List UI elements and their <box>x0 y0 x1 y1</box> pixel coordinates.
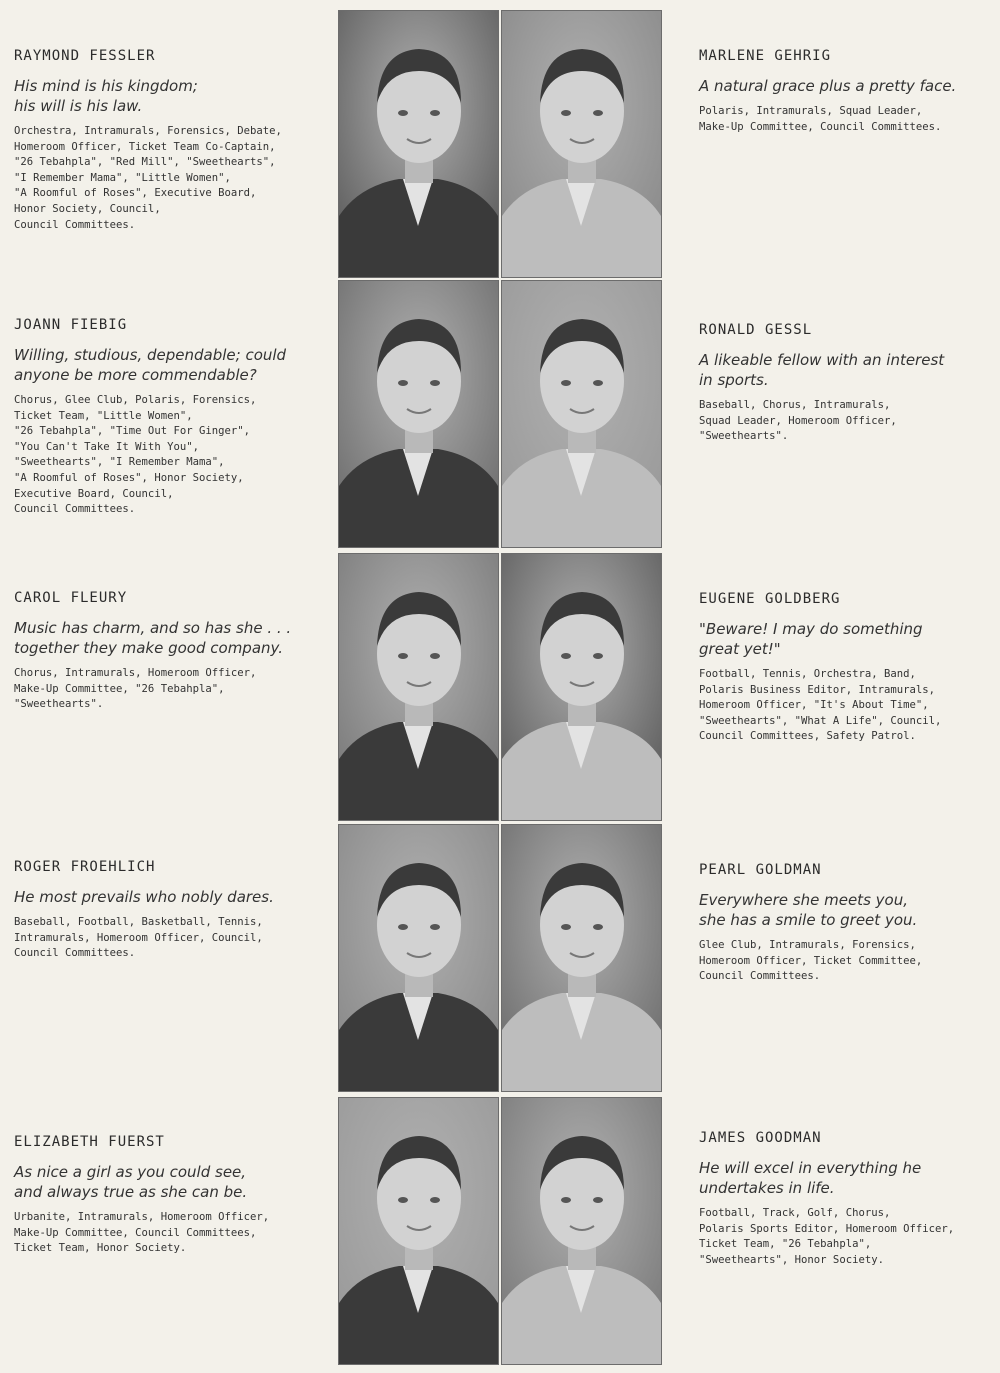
quote-line: "Beware! I may do something <box>699 620 923 638</box>
student-quote <box>14 1162 324 1202</box>
senior-entry <box>699 1130 989 1268</box>
student-quote <box>14 345 324 385</box>
activity-line: Ticket Team, "Little Women", <box>14 409 193 422</box>
activity-line: "26 Tebahpla", "Red Mill", "Sweethearts", <box>14 156 276 169</box>
quote-line: A likeable fellow with an interest <box>699 351 945 369</box>
activity-line: "Sweethearts", "What A Life", Council, <box>699 714 942 727</box>
portrait-photo <box>501 10 662 278</box>
portrait-photo <box>338 10 499 278</box>
activity-line: Executive Board, Council, <box>14 487 174 500</box>
activity-line: Polaris, Intramurals, Squad Leader, <box>699 105 923 117</box>
quote-line: undertakes in life. <box>699 1179 835 1197</box>
student-activities <box>14 124 324 233</box>
portrait-photo <box>338 1097 499 1365</box>
quote-line: His mind is his kingdom; <box>14 77 198 95</box>
senior-entry <box>699 862 989 985</box>
student-activities <box>14 1210 324 1257</box>
activity-line: Baseball, Football, Basketball, Tennis, <box>14 916 263 928</box>
senior-entry <box>699 322 989 445</box>
activity-line: Ticket Team, Honor Society. <box>14 1242 187 1255</box>
student-quote <box>699 1158 989 1198</box>
student-quote <box>14 76 324 116</box>
quote-line: Willing, studious, dependable; could <box>14 346 287 364</box>
activity-line: "A Roomful of Roses", Executive Board, <box>14 187 257 200</box>
student-name: JOANN FIEBIG <box>14 317 128 333</box>
student-activities <box>14 393 324 518</box>
activity-line: "Sweethearts", "I Remember Mama", <box>14 456 225 469</box>
activity-line: Council Committees, Safety Patrol. <box>699 730 916 743</box>
quote-line: and always true as she can be. <box>14 1183 248 1201</box>
portrait-photo <box>338 824 499 1092</box>
senior-entry <box>14 317 324 518</box>
activity-line: Polaris Sports Editor, Homeroom Officer, <box>699 1222 955 1235</box>
activity-line: Football, Tennis, Orchestra, Band, <box>699 668 916 680</box>
activity-line: Chorus, Glee Club, Polaris, Forensics, <box>14 394 257 406</box>
activity-line: Intramurals, Homeroom Officer, Council, <box>14 931 263 944</box>
activity-line: Squad Leader, Homeroom Officer, <box>699 414 897 427</box>
activity-line: "26 Tebahpla", "Time Out For Ginger", <box>14 425 250 438</box>
activity-line: "Sweethearts". <box>699 430 789 443</box>
portrait-photo <box>338 280 499 548</box>
student-activities <box>14 666 324 713</box>
senior-entry <box>14 590 324 713</box>
student-quote <box>699 76 989 96</box>
quote-line: in sports. <box>699 371 769 389</box>
quote-line: together they make good company. <box>14 639 284 657</box>
activity-line: "I Remember Mama", "Little Women", <box>14 171 231 184</box>
student-name: ROGER FROEHLICH <box>14 859 156 875</box>
quote-line: his will is his law. <box>14 97 143 115</box>
student-activities <box>14 915 324 962</box>
quote-line: A natural grace plus a pretty face. <box>699 77 957 95</box>
activity-line: Homeroom Officer, "It's About Time", <box>699 699 929 712</box>
quote-line: He will excel in everything he <box>699 1159 922 1177</box>
quote-line: He most prevails who nobly dares. <box>14 888 274 906</box>
quote-line: great yet!" <box>699 640 781 658</box>
student-activities <box>699 938 989 985</box>
activity-line: Baseball, Chorus, Intramurals, <box>699 399 891 411</box>
student-name: EUGENE GOLDBERG <box>699 591 841 607</box>
student-name: CAROL FLEURY <box>14 590 128 606</box>
activity-line: Chorus, Intramurals, Homeroom Officer, <box>14 667 257 679</box>
student-activities <box>699 398 989 445</box>
activity-line: "You Can't Take It With You", <box>14 440 199 453</box>
portrait-photo <box>501 280 662 548</box>
student-quote <box>699 890 989 930</box>
student-quote <box>699 350 989 390</box>
activity-line: Homeroom Officer, Ticket Committee, <box>699 954 923 967</box>
activity-line: Make-Up Committee, Council Committees, <box>14 1226 257 1239</box>
student-name: MARLENE GEHRIG <box>699 48 832 64</box>
student-quote <box>14 618 324 658</box>
activity-line: "Sweethearts". <box>14 698 104 711</box>
student-name: PEARL GOLDMAN <box>699 862 822 878</box>
portrait-photo <box>338 553 499 821</box>
activity-line: "Sweethearts", Honor Society. <box>699 1253 884 1266</box>
activity-line: Homeroom Officer, Ticket Team Co-Captain, <box>14 140 276 153</box>
senior-entry <box>14 859 324 962</box>
portrait-photo <box>501 1097 662 1365</box>
student-name: ELIZABETH FUERST <box>14 1134 165 1150</box>
quote-line: anyone be more commendable? <box>14 366 257 384</box>
quote-line: As nice a girl as you could see, <box>14 1163 247 1181</box>
senior-entry <box>14 1134 324 1257</box>
activity-line: Glee Club, Intramurals, Forensics, <box>699 939 916 951</box>
student-name: RAYMOND FESSLER <box>14 48 156 64</box>
student-activities <box>699 104 989 135</box>
quote-line: Everywhere she meets you, <box>699 891 908 909</box>
activity-line: Polaris Business Editor, Intramurals, <box>699 683 935 696</box>
activity-line: Council Committees. <box>14 218 136 231</box>
quote-line: Music has charm, and so has she . . . <box>14 619 292 637</box>
activity-line: Council Committees. <box>14 947 136 960</box>
senior-entry <box>14 48 324 233</box>
student-quote <box>699 619 989 659</box>
quote-line: she has a smile to greet you. <box>699 911 918 929</box>
activity-line: Make-Up Committee, Council Committees. <box>699 120 942 133</box>
student-name: JAMES GOODMAN <box>699 1130 822 1146</box>
activity-line: Orchestra, Intramurals, Forensics, Debate, <box>14 125 282 137</box>
portrait-photo <box>501 824 662 1092</box>
senior-entry <box>699 591 989 745</box>
activity-line: Urbanite, Intramurals, Homeroom Officer, <box>14 1211 270 1223</box>
student-quote <box>14 887 324 907</box>
senior-entry <box>699 48 989 135</box>
activity-line: Football, Track, Golf, Chorus, <box>699 1207 891 1219</box>
activity-line: "A Roomful of Roses", Honor Society, <box>14 471 244 484</box>
activity-line: Honor Society, Council, <box>14 202 161 215</box>
activity-line: Council Committees. <box>699 970 821 983</box>
student-name: RONALD GESSL <box>699 322 813 338</box>
activity-line: Council Committees. <box>14 503 136 516</box>
activity-line: Ticket Team, "26 Tebahpla", <box>699 1238 872 1251</box>
portrait-photo <box>501 553 662 821</box>
student-activities <box>699 1206 989 1268</box>
student-activities <box>699 667 989 745</box>
activity-line: Make-Up Committee, "26 Tebahpla", <box>14 682 225 695</box>
